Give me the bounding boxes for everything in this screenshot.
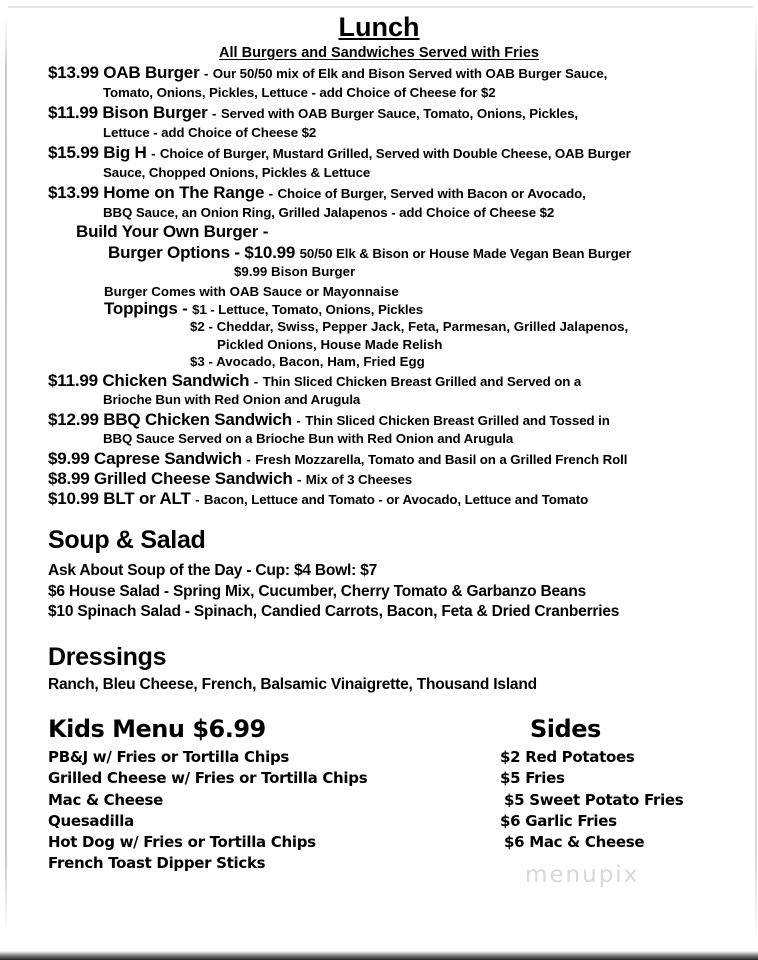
sides-item: $6 Mac & Cheese (504, 833, 645, 851)
toppings-label: Toppings - (104, 299, 188, 318)
menu-item-row (48, 64, 607, 82)
item-price: $12.99 (48, 410, 99, 429)
item-name: Caprese Sandwich (94, 449, 242, 468)
item-dash: - (296, 413, 301, 428)
item-description-continued: Lettuce - add Choice of Cheese $2 (103, 125, 317, 140)
item-description: Bacon, Lettuce and Tomato - or Avocado, Lettuce and Tomato (203, 492, 589, 507)
build-your-own-bison-price: $9.99 Bison Burger (234, 264, 356, 279)
build-your-own-sauce-note: Burger Comes with OAB Sauce or Mayonnaise (104, 284, 399, 299)
item-name: Chicken Sandwich (102, 371, 250, 390)
kids-menu-item: PB&J w/ Fries or Tortilla Chips (48, 748, 290, 766)
sides-item: $2 Red Potatoes (500, 748, 635, 766)
page-subtitle (0, 45, 758, 61)
item-name: Bison Burger (102, 103, 208, 122)
item-dash: - (253, 374, 259, 389)
item-price: $11.99 (48, 103, 98, 122)
item-name: Big H (103, 143, 147, 162)
item-description-continued: BBQ Sauce Served on a Brioche Bun with Red Onion and Arugula (103, 431, 514, 446)
menu-item-row (48, 411, 610, 429)
soup-salad-item: Ask About Soup of the Day - Cup: $4 Bowl: $7 (48, 562, 378, 579)
menu-item-row (48, 490, 588, 508)
dressings-heading: Dressings (48, 643, 167, 671)
soup-salad-heading: Soup & Salad (48, 526, 206, 554)
item-description: Thin Sliced Chicken Breast Grilled and Tossed in (305, 413, 610, 428)
item-description: Mix of 3 Cheeses (305, 472, 413, 487)
item-name: Grilled Cheese Sandwich (94, 469, 293, 488)
item-dash: - (203, 66, 209, 81)
page-title (0, 12, 758, 43)
sides-item: $5 Fries (500, 769, 565, 787)
item-name: BLT or ALT (103, 489, 191, 508)
item-dash: - (195, 492, 200, 507)
sides-item: $5 Sweet Potato Fries (504, 791, 684, 809)
menu-item-row (48, 470, 412, 488)
item-description-continued: Tomato, Onions, Pickles, Lettuce - add Choice of Cheese for $2 (103, 85, 496, 100)
item-name: Home on The Range (103, 183, 265, 202)
item-dash: - (246, 452, 251, 467)
item-description: Fresh Mozzarella, Tomato and Basil on a Grilled French Roll (255, 452, 628, 467)
toppings-tier-1: $1 - Lettuce, Tomato, Onions, Pickles (192, 302, 424, 317)
burger-options-row (108, 244, 631, 262)
item-price: $10.99 (48, 489, 99, 508)
dressings-item: Ranch, Bleu Cheese, French, Balsamic Vinaigrette, Thousand Island (48, 676, 537, 693)
toppings-tier-2: $2 - Cheddar, Swiss, Pepper Jack, Feta, Parmesan, Grilled Jalapenos, (190, 319, 629, 334)
menu-item-row (48, 144, 631, 162)
burger-options-label: Burger Options - $10.99 (108, 243, 296, 262)
item-description-continued: Brioche Bun with Red Onion and Arugula (103, 392, 361, 407)
page-title-text: Lunch (338, 12, 420, 42)
item-price: $8.99 (48, 469, 90, 488)
item-name: OAB Burger (103, 63, 200, 82)
item-price: $13.99 (48, 183, 99, 202)
sides-heading: Sides (530, 715, 601, 743)
item-description: Choice of Burger, Served with Bacon or Avocado, (277, 186, 586, 201)
kids-menu-heading: Kids Menu $6.99 (48, 715, 266, 743)
item-dash: - (151, 146, 156, 161)
kids-menu-item: Grilled Cheese w/ Fries or Tortilla Chips (48, 769, 368, 787)
item-dash: - (212, 106, 217, 121)
toppings-row (104, 300, 423, 318)
build-your-own-heading: Build Your Own Burger - (76, 222, 269, 241)
kids-menu-item: Hot Dog w/ Fries or Tortilla Chips (48, 833, 316, 851)
menu-item-row (48, 184, 586, 202)
sides-item: $6 Garlic Fries (500, 812, 617, 830)
item-price: $11.99 (48, 371, 98, 390)
toppings-tier-3: $3 - Avocado, Bacon, Ham, Fried Egg (190, 354, 425, 369)
item-name: BBQ Chicken Sandwich (103, 410, 292, 429)
menupix-watermark: menupix (525, 862, 640, 888)
burger-options-description: 50/50 Elk & Bison or House Made Vegan Bean Burger (299, 246, 631, 261)
item-dash: - (296, 472, 302, 487)
item-description: Choice of Burger, Mustard Grilled, Served with Double Cheese, OAB Burger (159, 146, 631, 161)
item-price: $9.99 (48, 449, 90, 468)
menu-item-row (48, 372, 581, 390)
soup-salad-item: $10 Spinach Salad - Spinach, Candied Carrots, Bacon, Feta & Dried Cranberries (48, 603, 620, 620)
item-description-continued: BBQ Sauce, an Onion Ring, Grilled Jalapenos - add Choice of Cheese $2 (103, 205, 555, 220)
item-description: Served with OAB Burger Sauce, Tomato, Onions, Pickles, (220, 106, 578, 121)
item-price: $15.99 (48, 143, 99, 162)
soup-salad-item: $6 House Salad - Spring Mix, Cucumber, Cherry Tomato & Garbanzo Beans (48, 583, 587, 600)
kids-menu-item: Mac & Cheese (48, 791, 164, 809)
menu-item-row (48, 450, 627, 468)
kids-menu-item: Quesadilla (48, 812, 134, 830)
page-subtitle-text: All Burgers and Sandwiches Served with Fries (219, 45, 539, 61)
menu-item-row (48, 104, 578, 122)
item-description-continued: Sauce, Chopped Onions, Pickles & Lettuce (103, 165, 371, 180)
item-dash: - (268, 186, 273, 201)
item-price: $13.99 (48, 63, 99, 82)
kids-menu-item: French Toast Dipper Sticks (48, 854, 266, 872)
item-description: Thin Sliced Chicken Breast Grilled and Served on a (262, 374, 582, 389)
toppings-tier-2-continued: Pickled Onions, House Made Relish (217, 337, 443, 352)
item-description: Our 50/50 mix of Elk and Bison Served with OAB Burger Sauce, (212, 66, 608, 81)
